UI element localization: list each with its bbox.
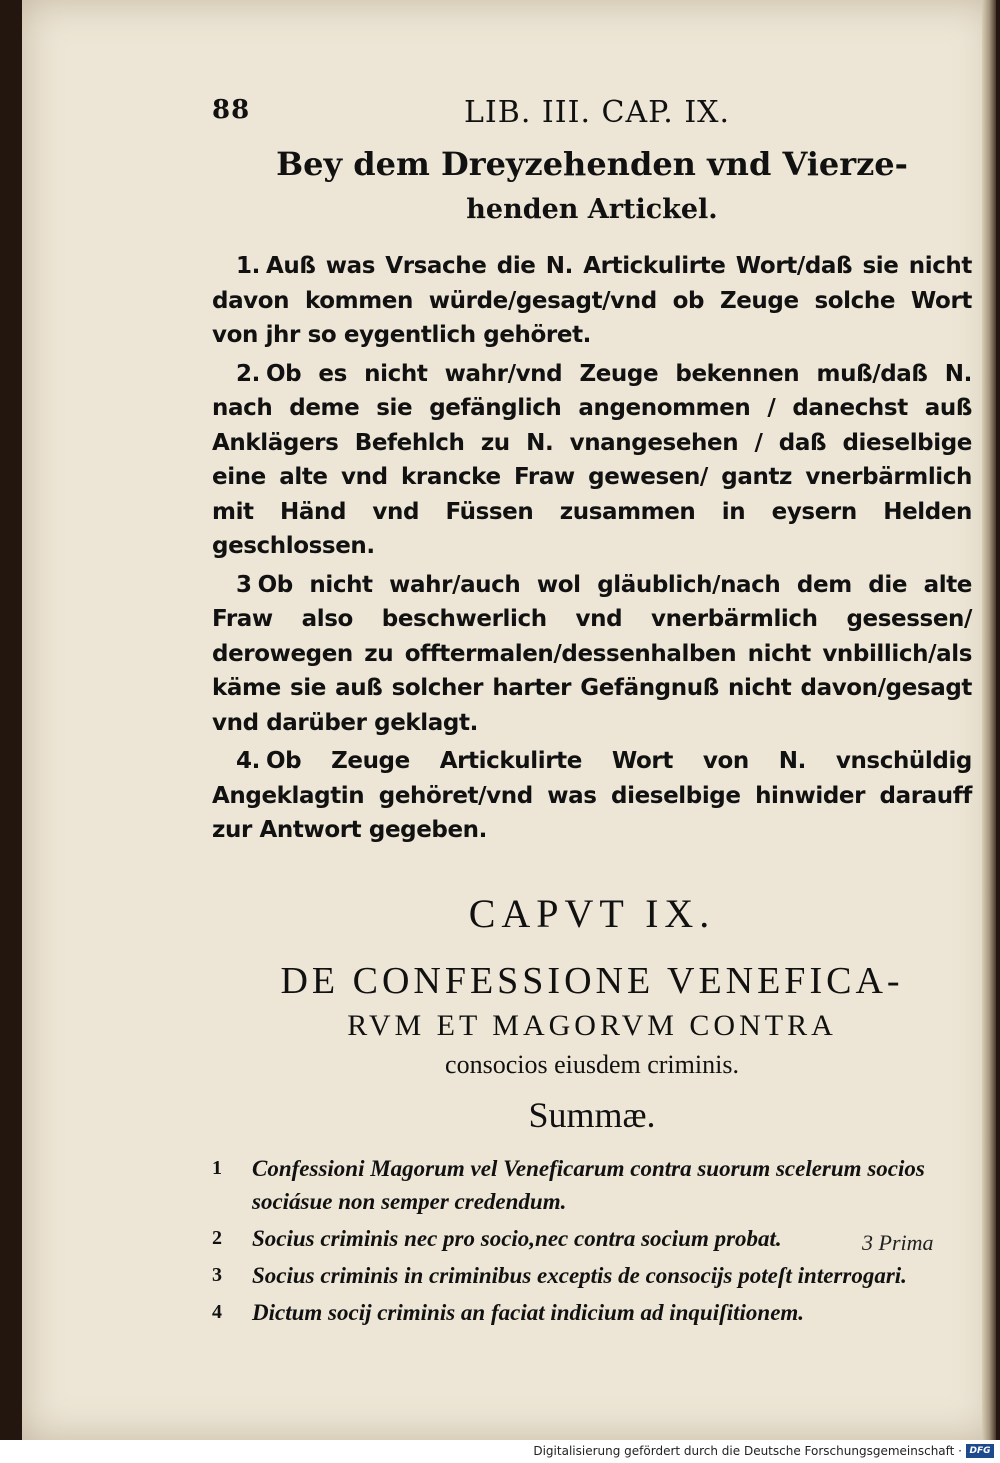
article-number: 3 (236, 571, 252, 598)
summary-item (212, 1152, 972, 1218)
running-head (212, 95, 972, 139)
chapter-title (212, 956, 972, 1084)
article-paragraph (212, 568, 972, 741)
summary-number: 2 (212, 1226, 222, 1249)
section-heading-line-2: henden Artickel. (466, 194, 718, 225)
article-number: 4. (236, 748, 260, 774)
article-text: Ob Zeuge Artickulirte Wort von N. vnschüldig Angeklagtin gehöret/vnd was dieselbige hinwider darauff zur Antwort gegeben. (212, 748, 972, 843)
book-page (22, 0, 996, 1440)
summae-heading: Summæ. (528, 1094, 656, 1135)
summary-item (212, 1296, 972, 1329)
chapter-title-line-3: consocios eiusdem criminis. (445, 1049, 739, 1079)
chapter-title-line-2: RVM ET MAGORVM CONTRA (347, 1008, 837, 1042)
catchword: 3 Prima (862, 1230, 934, 1255)
article-text: Ob es nicht wahr/vnd Zeuge bekennen muß/daß N. nach deme sie gefänglich angenommen / danechst auß Anklägers Befehlch zu N. vnangesehen / daß dieselbige eine alte vnd krancke Fraw gewesen/ gantz vnerbärmlich mit Händ vnd Füssen zusammen in eysern Helden geschlossen. (212, 360, 972, 559)
footer-credit: Digitalisierung gefördert durch die Deutsche Forschungsgemeinschaft · (533, 1444, 962, 1458)
summary-number: 4 (212, 1300, 222, 1323)
summary-item (212, 1259, 972, 1292)
article-paragraph (212, 744, 972, 848)
article-number: 2. (236, 360, 260, 387)
summary-number: 1 (212, 1156, 222, 1179)
summary-text: Dictum socij criminis an faciat indicium ad inquiſitionem. (252, 1299, 805, 1325)
article-text: Ob nicht wahr/auch wol gläublich/nach dem die alte Fraw also beschwerlich vnd vnerbärmlich gesessen/ derowegen zu offtermalen/dessenhalben nicht vnbillich/als käme sie auß solcher harter Gefängnuß nicht davon/gesagt vnd darüber geklagt. (212, 571, 972, 736)
caput-heading: CAPVT IX. (468, 890, 716, 936)
summary-item (212, 1222, 972, 1255)
dfg-logo-icon[interactable]: DFG (966, 1444, 994, 1458)
article-paragraph (212, 249, 972, 353)
article-paragraph (212, 357, 972, 564)
section-heading-line-1: Bey dem Dreyzehenden vnd Vierze- (276, 145, 908, 183)
page-number: 88 (212, 95, 251, 125)
page-edge (982, 0, 996, 1440)
article-text: Auß was Vrsache die N. Artickulirte Wort/daß sie nicht davon kommen würde/gesagt/vnd ob Zeuge solche Wort von jhr so eygentlich gehöret. (212, 253, 972, 348)
summary-text: Socius criminis nec pro socio,nec contra socium probat. (252, 1225, 782, 1251)
running-title: LIB. III. CAP. IX. (464, 95, 731, 130)
page-content (212, 95, 972, 1333)
digitization-footer (0, 1440, 1000, 1463)
summary-text: Confessioni Magorum vel Veneficarum contra suorum scelerum socios sociásue non semper credendum. (252, 1155, 925, 1214)
article-list (212, 249, 972, 848)
summary-text: Socius criminis in criminibus exceptis de consocijs poteſt interrogari. (252, 1262, 907, 1288)
summary-number: 3 (212, 1263, 222, 1286)
summary-list (212, 1152, 972, 1329)
section-heading (212, 141, 972, 233)
article-number: 1. (236, 253, 260, 279)
chapter-title-line-1: DE CONFESSIONE VENEFICA- (280, 959, 904, 1002)
